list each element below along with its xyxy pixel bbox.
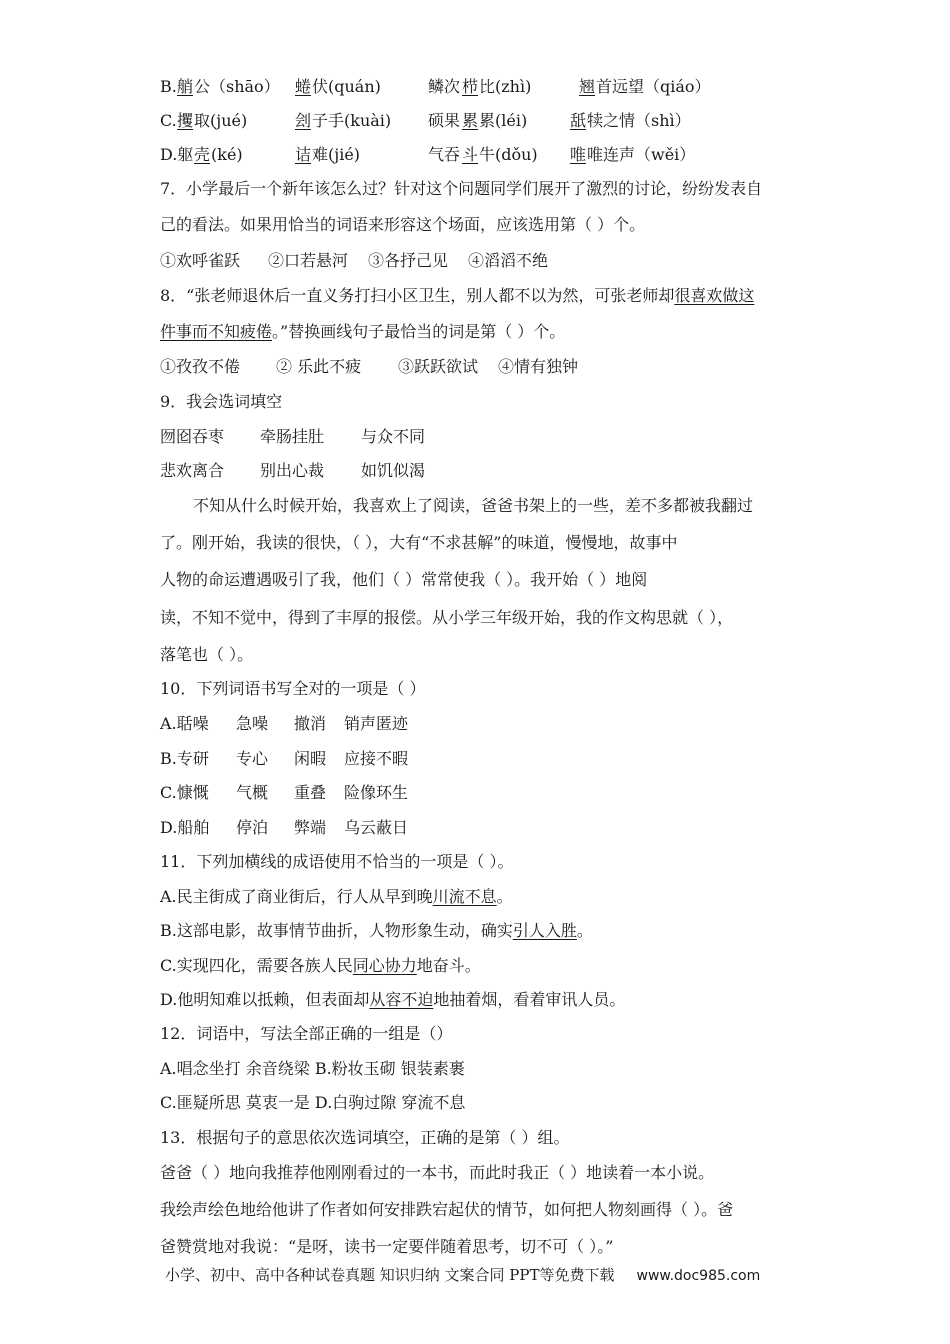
q13-title: 13．根据句子的意思依次选词填空，正确的是第（ ）组。 (160, 1128, 570, 1147)
word: 重叠 (294, 783, 327, 802)
q13-line: 爸赞赏地对我说：“是呀，读书一定要伴随着思考，切不可（ ）。” (160, 1237, 614, 1256)
word: 撤消 (294, 714, 327, 733)
q13-line: 爸爸（ ）地向我推荐他刚刚看过的一本书，而此时我正（ ）地读着一本小说。 (160, 1163, 715, 1182)
q12-title: 12．词语中，写法全部正确的一组是（） (160, 1024, 453, 1043)
q9-paragraph-line: 读，不知不觉中，得到了丰厚的报偿。从小学三年级开始，我的作文构思就（ ）， (160, 608, 734, 627)
opt-letter: B. (160, 77, 177, 96)
underlined-char: 斗 (462, 145, 479, 164)
option: ③跃跃欲试 (398, 357, 479, 376)
q8-line-1 (160, 285, 754, 307)
underlined-idiom: 同心协力 (352, 956, 417, 975)
opt-letter: C. (160, 111, 177, 130)
word-text: 取(jué) (194, 111, 248, 130)
q12-options-line-2: C.匪疑所思 莫衷一是 D.白驹过隙 穿流不息 (160, 1093, 466, 1112)
word: B.专研 (160, 749, 209, 768)
word: 险像环生 (344, 783, 409, 802)
word-text: 犊之情（shì） (587, 111, 691, 130)
word: 销声匿迹 (344, 714, 409, 733)
word-text: 难(jié) (312, 145, 361, 164)
word-text: 伏(quán) (312, 77, 381, 96)
underlined-char: 累 (462, 111, 479, 130)
sentence-text: 。 (496, 887, 513, 906)
underlined-char: 蜷 (295, 77, 312, 96)
option: ③各抒己见 (368, 251, 449, 270)
underlined-char: 栉 (462, 77, 479, 96)
word-text: (ké) (211, 145, 243, 164)
q9-paragraph-line: 了。刚开始，我读的很快，（ ），大有“不求甚解”的味道，慢慢地，故事中 (160, 533, 678, 552)
option: ④情有独钟 (498, 357, 579, 376)
word: 急噪 (236, 714, 269, 733)
underlined-char: 攫 (177, 111, 194, 130)
word-bank-item: 别出心裁 (260, 461, 325, 480)
option: ①欢呼雀跃 (160, 251, 241, 270)
word-text: 比(zhì) (479, 77, 532, 96)
word-text: 牛(dǒu) (479, 145, 538, 164)
word-text: 累(léi) (479, 111, 528, 130)
footer-url[interactable]: www.doc985.com (636, 1268, 761, 1284)
word: A.聒噪 (160, 714, 209, 733)
word-bank-item: 囫囵吞枣 (160, 427, 225, 446)
q8-text: 。”替换画线句子最恰当的词是第（ ）个。 (272, 322, 566, 341)
underlined-char: 诘 (295, 145, 312, 164)
q9-title: 9．我会选词填空 (160, 392, 283, 411)
underlined-idiom: 从容不迫 (369, 990, 434, 1009)
q11-option-a (160, 886, 513, 908)
word-bank-item: 与众不同 (361, 427, 426, 446)
q13-line: 我绘声绘色地给他讲了作者如何安排跌宕起伏的情节，如何把人物刻画得（ ）。爸 (160, 1200, 734, 1219)
word: 乌云蔽日 (344, 818, 409, 837)
word: D.船舶 (160, 818, 210, 837)
word-text: 气吞 (428, 145, 461, 164)
underlined-char: 舐 (570, 111, 587, 130)
word-bank-item: 牵肠挂肚 (260, 427, 325, 446)
q7-line-2: 己的看法。如果用恰当的词语来形容这个场面，应该选用第（ ）个。 (160, 215, 646, 234)
underlined-char: 艄 (177, 77, 194, 96)
q9-paragraph-line: 不知从什么时候开始，我喜欢上了阅读，爸爸书架上的一些，差不多都被我翻过 (193, 496, 754, 515)
sentence-text: D.他明知难以抵赖，但表面却 (160, 990, 370, 1009)
opt-letter: D.躯 (160, 145, 194, 164)
word-bank-item: 悲欢离合 (160, 461, 225, 480)
q10-title: 10．下列词语书写全对的一项是（ ） (160, 679, 426, 698)
word-text: 子手(kuài) (312, 111, 392, 130)
q11-title: 11．下列加横线的成语使用不恰当的一项是（ ）。 (160, 852, 514, 871)
underlined-char: 刽 (295, 111, 312, 130)
q8-underlined-text: 很喜欢做这 (674, 286, 755, 305)
underlined-idiom: 川流不息 (432, 887, 497, 906)
sentence-text: 。 (576, 921, 593, 940)
option: ①孜孜不倦 (160, 357, 241, 376)
footer-text: 小学、初中、高中各种试卷真题 知识归纳 文案合同 PPT等免费下载 (165, 1266, 615, 1284)
q11-option-c (160, 955, 481, 977)
word: 气概 (236, 783, 269, 802)
word-text: 首远望（qiáo） (596, 77, 711, 96)
word: C.慷慨 (160, 783, 209, 802)
underlined-char: 翘 (579, 77, 596, 96)
q8-text: 8．“张老师退休后一直义务打扫小区卫生，别人都不以为然，可张老师却 (160, 286, 675, 305)
q9-paragraph-line: 人物的命运遭遇吸引了我，他们（ ）常常使我（ ）。我开始（ ）地阅 (160, 570, 648, 589)
sentence-text: C.实现四化，需要各族人民 (160, 956, 353, 975)
word-text: 鳞次 (428, 77, 461, 96)
word-bank-item: 如饥似渴 (361, 461, 426, 480)
word: 停泊 (236, 818, 269, 837)
word: 应接不暇 (344, 749, 409, 768)
q11-option-d (160, 989, 625, 1011)
sentence-text: 地抽着烟，看着审讯人员。 (433, 990, 626, 1009)
word: 弊端 (294, 818, 327, 837)
option: ② 乐此不疲 (276, 357, 362, 376)
q9-paragraph-line: 落笔也（ ）。 (160, 645, 254, 664)
q8-underlined-text: 件事而不知疲倦 (160, 322, 273, 341)
word-text: 唯连声（wěi） (587, 145, 696, 164)
page-footer (165, 1264, 760, 1287)
underlined-char: 壳 (194, 145, 211, 164)
word: 闲暇 (294, 749, 327, 768)
q7-line-1: 7．小学最后一个新年该怎么过？针对这个问题同学们展开了激烈的讨论，纷纷发表自 (160, 179, 763, 198)
sentence-text: B.这部电影，故事情节曲折，人物形象生动，确实 (160, 921, 513, 940)
word: 专心 (236, 749, 269, 768)
underlined-char: 唯 (570, 145, 587, 164)
word-text: 公（shāo） (194, 77, 280, 96)
sentence-text: 地奋斗。 (416, 956, 481, 975)
sentence-text: A.民主街成了商业街后，行人从早到晚 (160, 887, 433, 906)
word-text: 硕果 (428, 111, 461, 130)
underlined-idiom: 引人入胜 (512, 921, 577, 940)
q8-line-2 (160, 321, 565, 343)
option: ④滔滔不绝 (468, 251, 549, 270)
option: ②口若悬河 (268, 251, 349, 270)
q11-option-b (160, 920, 593, 942)
q12-options-line-1: A.唱念坐打 余音绕梁 B.粉妆玉砌 银装素裹 (160, 1059, 465, 1078)
